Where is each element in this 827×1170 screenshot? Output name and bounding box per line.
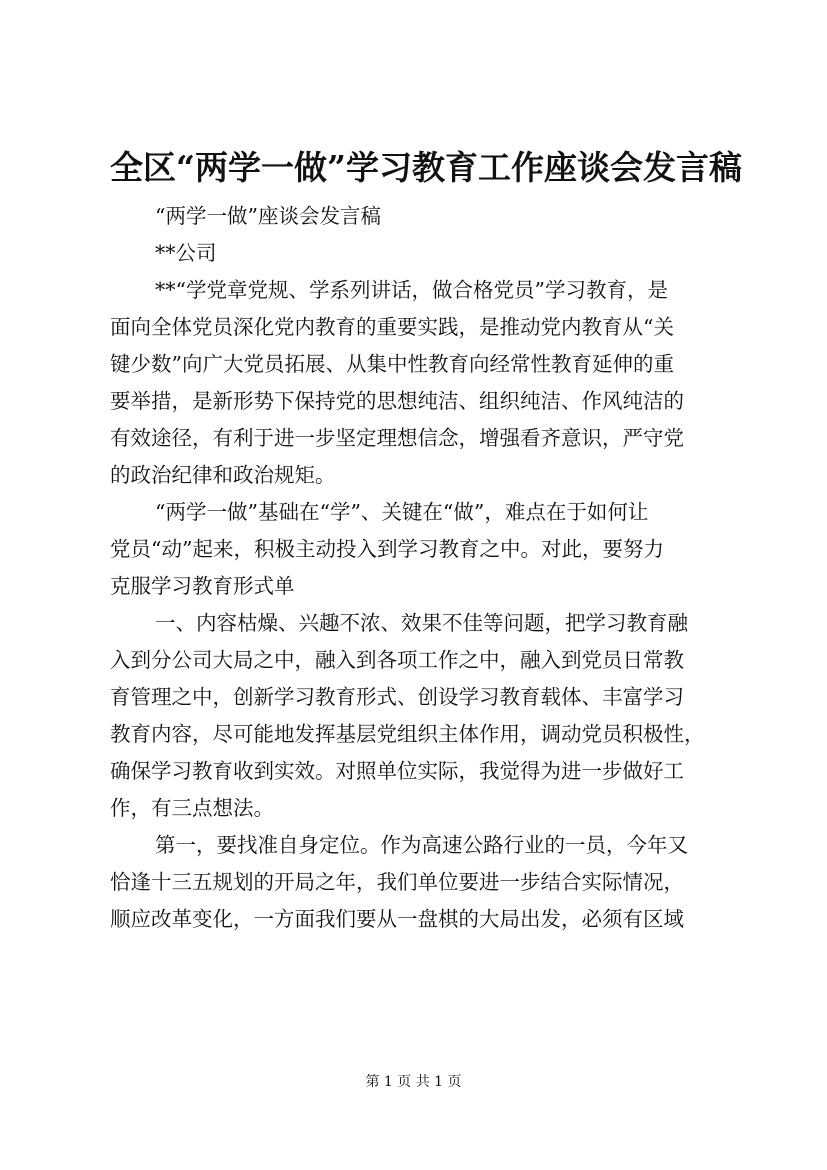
paragraph-3 xyxy=(110,605,722,827)
document-body xyxy=(110,198,722,938)
paragraph-line: “两学一做”基础在“学”、关键在“做”，难点在于如何让 xyxy=(155,500,649,524)
paragraph-line: 顺应改革变化，一方面我们要从一盘棋的大局出发，必须有区域 xyxy=(110,907,684,931)
paragraph-1 xyxy=(110,272,722,494)
paragraph-line: **“学党章党规、学系列讲话，做合格党员”学习教育，是 xyxy=(155,278,668,302)
paragraph-line: 第一，要找准自身定位。作为高速公路行业的一员，今年又 xyxy=(155,833,688,857)
paragraph-2 xyxy=(110,494,722,605)
paragraph-line: 要举措，是新形势下保持党的思想纯洁、组织纯洁、作风纯洁的 xyxy=(110,389,684,413)
paragraph-line: 确保学习教育收到实效。对照单位实际，我觉得为进一步做好工 xyxy=(110,759,684,783)
paragraph-line: 党员“动”起来，积极主动投入到学习教育之中。对此，要努力 xyxy=(110,537,664,561)
paragraph-line: 恰逢十三五规划的开局之年，我们单位要进一步结合实际情况， xyxy=(110,870,684,894)
paragraph-line: 入到分公司大局之中，融入到各项工作之中，融入到党员日常教 xyxy=(110,648,684,672)
page-footer: 第 1 页 共 1 页 xyxy=(365,1074,462,1090)
document-organization: **公司 xyxy=(155,241,217,265)
paragraph-line: 有效途径，有利于进一步坚定理想信念，增强看齐意识，严守党 xyxy=(110,426,684,450)
paragraph-line: 面向全体党员深化党内教育的重要实践，是推动党内教育从“关 xyxy=(110,315,674,339)
paragraph-line: 育管理之中，创新学习教育形式、创设学习教育载体、丰富学习 xyxy=(110,685,684,709)
paragraph-line: 键少数”向广大党员拓展、从集中性教育向经常性教育延伸的重 xyxy=(110,352,674,376)
paragraph-line: 作，有三点想法。 xyxy=(110,796,274,820)
paragraph-line: 克服学习教育形式单 xyxy=(110,574,295,598)
paragraph-4 xyxy=(110,827,722,938)
document-subtitle: “两学一做”座谈会发言稿 xyxy=(155,204,381,228)
paragraph-line: 一、内容枯燥、兴趣不浓、效果不佳等问题，把学习教育融 xyxy=(155,611,688,635)
document-title: 全区“两学一做”学习教育工作座谈会发言稿 xyxy=(110,148,742,187)
paragraph-line: 教育内容，尽可能地发挥基层党组织主体作用，调动党员积极性， xyxy=(110,722,705,746)
paragraph-line: 的政治纪律和政治规矩。 xyxy=(110,463,336,487)
